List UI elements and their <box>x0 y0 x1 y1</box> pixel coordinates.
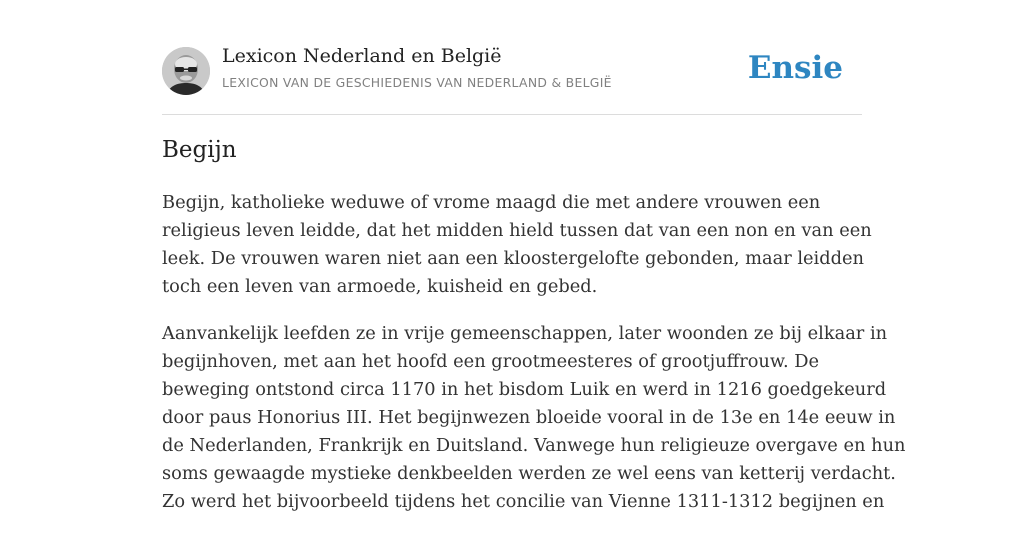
entry-title: Begijn <box>162 137 237 163</box>
author-portrait-icon <box>162 47 210 95</box>
lexicon-title[interactable]: Lexicon Nederland en België <box>222 45 502 67</box>
entry-content <box>162 189 906 535</box>
text-line: leek. De vrouwen waren niet aan een kloostergelofte gebonden, maar leidden <box>162 248 864 269</box>
lexicon-subtitle[interactable]: LEXICON VAN DE GESCHIEDENIS VAN NEDERLAND & BELGIË <box>222 75 612 90</box>
paragraph <box>162 320 906 516</box>
text-line: Aanvankelijk leefden ze in vrije gemeenschappen, later woonden ze bij elkaar in <box>162 323 888 344</box>
page <box>162 0 906 512</box>
text-line: religieus leven leidde, dat het midden hield tussen dat van een non en van een <box>162 220 872 241</box>
text-line: toch een leven van armoede, kuisheid en gebed. <box>162 276 598 297</box>
text-line: beweging ontstond circa 1170 in het bisdom Luik en werd in 1216 goedgekeurd <box>162 379 887 400</box>
paragraph <box>162 189 872 301</box>
text-line: soms gewaagde mystieke denkbeelden werden ze wel eens van ketterij verdacht. <box>162 463 896 484</box>
ensie-logo[interactable]: Ensie <box>747 50 843 86</box>
text-line: Begijn, katholieke weduwe of vrome maagd die met andere vrouwen een <box>162 192 821 213</box>
author-avatar[interactable] <box>162 47 210 95</box>
text-line: de Nederlanden, Frankrijk en Duitsland. Vanwege hun religieuze overgave en hun <box>162 435 906 456</box>
text-line: begijnhoven, met aan het hoofd een grootmeesteres of grootjuffrouw. De <box>162 351 820 372</box>
text-line: door paus Honorius III. Het begijnwezen bloeide vooral in de 13e en 14e eeuw in <box>162 407 896 428</box>
text-line: Zo werd het bijvoorbeeld tijdens het concilie van Vienne 1311-1312 begijnen en <box>162 491 885 512</box>
lexicon-header <box>162 0 862 115</box>
